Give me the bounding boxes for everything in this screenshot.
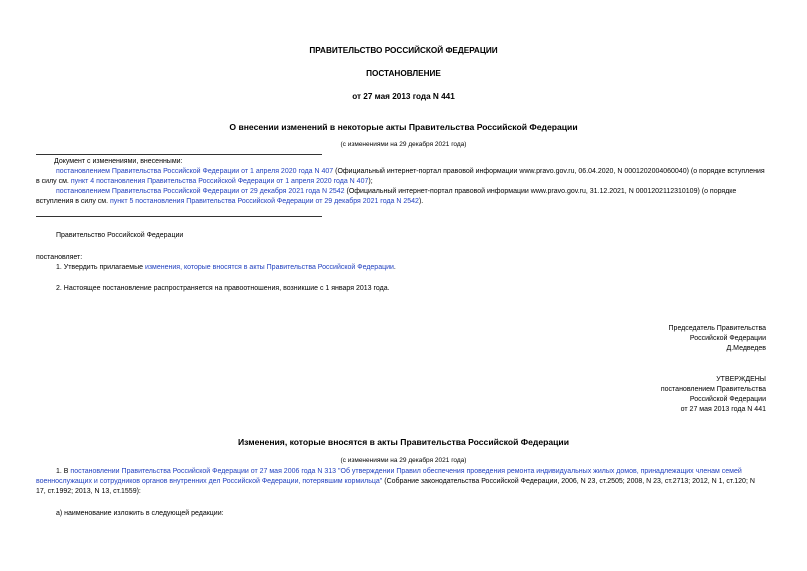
section-2-item-a: а) наименование изложить в следующей редакции:	[56, 510, 224, 517]
link-decree-313[interactable]: постановлении Правительства Российской Федерации от 27 мая 2006 года N 313 "Об утверждении Правил обеспечения проведения ремонта индивидуальных жилых домов, принадлежащих членам семей военнослужащих и сотрудников органов внутренних дел Российской Федерации, потерявшим кормильца"	[36, 468, 742, 485]
change-item-2	[36, 187, 766, 207]
changes-intro: Документ с изменениями, внесенными:	[54, 158, 183, 165]
change-item-1	[36, 167, 766, 187]
change-item-2-end: ).	[418, 198, 424, 205]
signature-line-1: Председатель Правительства	[668, 325, 766, 332]
approved-block	[661, 375, 766, 415]
changes-box-top-rule	[36, 154, 322, 155]
approved-line-2: постановлением Правительства	[660, 386, 766, 393]
doc-type: ПОСТАНОВЛЕНИЕ	[366, 69, 441, 78]
link-decree-407-item4[interactable]: пункт 4 постановления Правительства Российской Федерации от 1 апреля 2020 года N 407	[70, 178, 369, 185]
doc-title: О внесении изменений в некоторые акты Правительства Российской Федерации	[229, 122, 578, 132]
org-title: ПРАВИТЕЛЬСТВО РОССИЙСКОЙ ФЕДЕРАЦИИ	[309, 46, 498, 55]
change-item-1-text: (Официальный интернет-портал правовой информации www.pravo.gov.ru, 06.04.2020, N 0001202004060040) (о порядке вступления в силу см.	[36, 168, 765, 185]
doc-date-number: от 27 мая 2013 года N 441	[352, 92, 455, 101]
signature-line-2: Российской Федерации	[689, 335, 766, 342]
changes-box	[36, 157, 766, 207]
change-item-1-end: );	[368, 178, 373, 185]
signature-block	[669, 324, 766, 354]
p1-post: .	[393, 264, 396, 271]
approved-line-1: УТВЕРЖДЕНЫ	[716, 376, 766, 383]
paragraph-1	[56, 263, 776, 273]
link-decree-2542[interactable]: постановлением Правительства Российской Федерации от 29 декабря 2021 года N 2542	[56, 188, 345, 195]
section-2-title: Изменения, которые вносятся в акты Правительства Российской Федерации	[237, 437, 569, 447]
s2-p1-pre: 1. В	[56, 468, 71, 475]
decides-label: постановляет:	[36, 254, 83, 261]
link-decree-2542-item5[interactable]: пункт 5 постановления Правительства Российской Федерации от 29 декабря 2021 года N 2542	[110, 198, 419, 205]
link-decree-407[interactable]: постановлением Правительства Российской Федерации от 1 апреля 2020 года N 407	[56, 168, 334, 175]
title-changes-note: (с изменениями на 29 декабря 2021 года)	[340, 141, 467, 148]
signature-line-3: Д.Медведев	[726, 345, 766, 352]
change-item-2-text: (Официальный интернет-портал правовой информации www.pravo.gov.ru, 31.12.2021, N 0001202112310109) (о порядке вступления в силу см.	[36, 188, 737, 205]
approved-line-4: от 27 мая 2013 года N 441	[680, 406, 766, 413]
section-2-paragraph-1	[36, 467, 766, 497]
section-2-changes-note: (с изменениями на 29 декабря 2021 года)	[340, 457, 467, 464]
government-label: Правительство Российской Федерации	[56, 232, 184, 239]
p1-pre: 1. Утвердить прилагаемые	[56, 264, 145, 271]
approved-line-3: Российской Федерации	[689, 396, 766, 403]
link-approved-changes[interactable]: изменения, которые вносятся в акты Правительства Российской Федерации	[144, 264, 394, 271]
changes-box-bottom-rule	[36, 216, 322, 217]
paragraph-2: 2. Настоящее постановление распространяется на правоотношения, возникшие с 1 января 2013 года.	[56, 285, 390, 292]
s2-p1-post: (Собрание законодательства Российской Федерации, 2006, N 23, ст.2505; 2008, N 23, ст.2713; 2012, N 1, ст.120; N 17, ст.1992; 2013, N 13, ст.1559):	[36, 478, 755, 495]
